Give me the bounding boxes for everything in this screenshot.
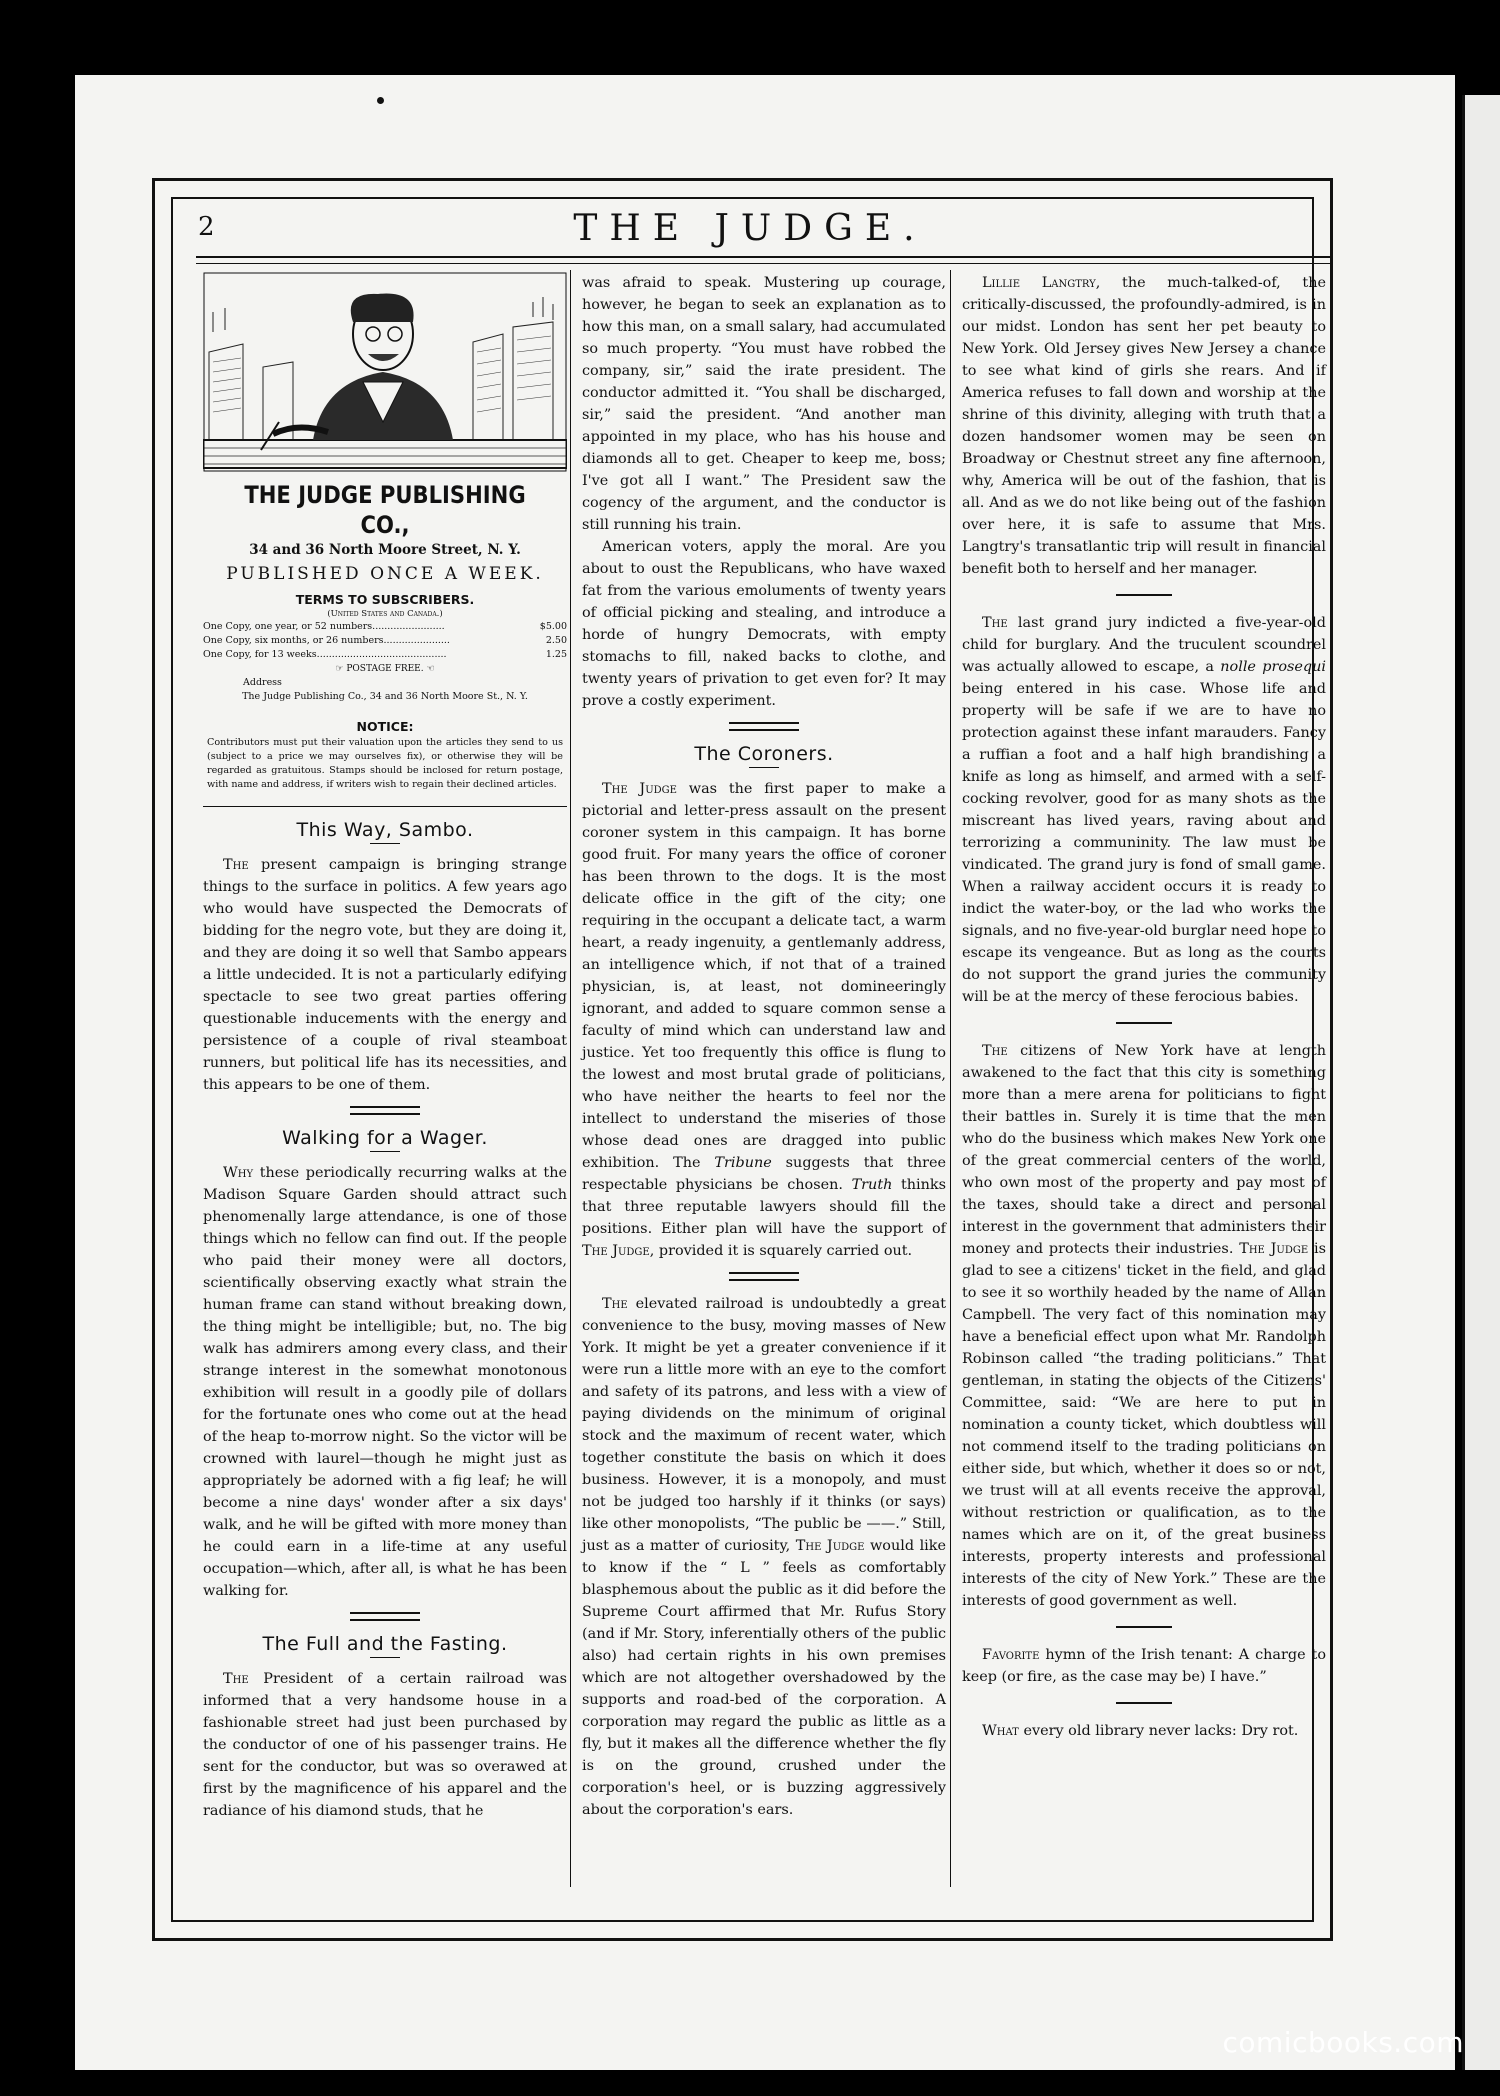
article-title: The Coroners.	[694, 743, 834, 765]
rate-row	[203, 620, 567, 634]
address-text: The Judge Publishing Co., 34 and 36 North Moore St., N. Y.	[242, 691, 528, 702]
separator-rule	[1116, 1702, 1172, 1704]
body-text: present campaign is bringing strange things to the surface in politics. A few years ago who would have suspected the Democrats of bidding for the negro vote, but they are doing it, and they are doing it so well that Sambo appears a little undecided. It is not a particularly edifying spectacle to see two great parties offering questionable inducements with the energy and persistence of a couple of rival steamboat runners, but political life has its necessities, and this appears to be one of them.	[203, 857, 567, 1093]
body-text: thinks that three reputable lawyers should fill the positions. Either plan will have the support of	[582, 1177, 947, 1237]
pointing-hand-icon: ☜	[423, 664, 435, 674]
postage-note	[203, 662, 567, 676]
address-label: Address	[243, 677, 282, 688]
lead-word: The	[223, 857, 249, 873]
body-text: elevated railroad is undoubtedly a great convenience to the busy, moving masses of New York. It might be yet a greater convenience if it were run a little more with an eye to the comfort and safety of its patrons, and less with a view of paying dividends on the minimum of original stock and the maximum of recent water, which together constitute the basis on which it does business. However, it is a monopoly, and must not be judged too harshly if it thinks (or says) like other monopolists, “The public be ——.” Still, just as a matter of curiosity,	[582, 1296, 947, 1554]
masthead-rule-thin	[196, 263, 1333, 264]
separator-rule	[1116, 594, 1172, 596]
publication-name: The Judge	[1239, 1241, 1309, 1257]
lead-word: The	[982, 615, 1008, 631]
body-text: being entered in his case. Whose life and property will be safe if we are to have no protection against these infant marauders. Fancy a ruffian a foot and a half high brandishing a knife as long as himself, and armed with a self-cocking revolver, good for as many shots as the miscreant has lived years, raving about and terrorizing a communinity. The law must be vindicated. The grand jury is fond of small game. When a railway accident occurs it is ready to indict the water-boy, or the lad who works the signals, and no five-year-old burglar need hope to escape its vengeance. But as long as the courts do not support the grand juries the community will be at the mercy of these ferocious babies.	[962, 681, 1326, 1005]
rate-description: One Copy, one year, or 52 numbers........................	[203, 621, 445, 632]
page-dot	[377, 97, 384, 104]
lead-word: The	[223, 1671, 249, 1687]
article-body	[962, 1040, 1326, 1612]
newspaper-name: Tribune	[714, 1155, 772, 1171]
lead-word: Favorite	[982, 1647, 1040, 1663]
publisher-address: 34 and 36 North Moore Street, N. Y.	[249, 542, 521, 558]
section-rule	[203, 806, 567, 807]
article-body	[962, 272, 1326, 580]
article-body	[203, 1162, 567, 1602]
double-rule	[350, 1612, 420, 1621]
article-body	[582, 1293, 946, 1821]
masthead-title: THE JUDGE.	[573, 208, 927, 249]
title-rule	[370, 1657, 400, 1658]
title-rule	[370, 1151, 400, 1152]
publication-frequency: PUBLISHED ONCE A WEEK.	[226, 564, 544, 584]
title-rule	[749, 767, 779, 768]
body-text: President of a certain railroad was informed that a very handsome house in a fashionable street had just been purchased by the conductor of one of his passenger trains. He sent for the conductor, but was so overawed at first by the magnificence of his apparel and the radiance of his diamond studs, that he	[203, 1671, 567, 1819]
title-rule	[370, 843, 400, 844]
notice-text: Contributors must put their valuation upon the articles they send to us (subject to a price we may ourselves fix), or otherwise they will be regarded as gratuitous. Stamps should be inclosed for return postage, with name and address, if writers wish to regain their declined articles.	[207, 737, 563, 790]
body-text: is glad to see a citizens' ticket in the field, and glad to see it so worthily headed by the name of Allan Campbell. The very fact of this nomination may have a beneficial effect upon what Mr. Randolph Robinson called “the trading politicians.” That gentleman, in stating the objects of the Citizens' Committee, said: “We are here to put in nomination a county ticket, which doubtless will not commend itself to the trading politicians on either side, but which, whether it does so or not, we trust will at all events receive the approval, without restriction or qualification, as to the names which are on it, of the great business interests, property interests and professional interests of the city of New York.” These are the interests of good government as well.	[962, 1241, 1326, 1609]
article-body	[962, 1644, 1326, 1688]
adjacent-page-edge	[1462, 95, 1500, 2070]
rate-description: One Copy, for 13 weeks...........................................	[203, 649, 447, 660]
body-text: citizens of New York have at length awakened to the fact that this city is something more than a mere arena for politicians to fight their battles in. Surely it is time that the men who do the business which makes New York one of the great commercial centers of the world, who own most of the property and pay most of the taxes, should take a direct and personal interest in the government that administers their money and protects their industries.	[962, 1043, 1326, 1257]
publication-name: The Judge	[582, 1243, 650, 1259]
article-body: American voters, apply the moral. Are you about to oust the Republicans, who have waxed fat from the various emoluments of twenty years of official picking and stealing, and introduce a horde of hungry Democrats, with empty stomachs to fill, naked backs to clothe, and twenty years of privation to get even for? It may prove a costly experiment.	[582, 539, 946, 709]
masthead-rule	[196, 256, 1333, 258]
body-text: would like to know if the “ L ” feels as comfortably blasphemous about the public as it did before the Supreme Court affirmed that Mr. Rufus Story (and if Mr. Story, inferentially others of the public also) had certain rights in his own premises which are not altogether overshadowed by the supports and road-bed of the corporation. A corporation may regard the public as little as a fly, but it makes all the difference whether the fly is on the ground, crushed under the corporation's heel, or is buzzing aggressively about the corporation's ears.	[582, 1538, 947, 1818]
separator-rule	[1116, 1626, 1172, 1628]
body-text: suggests that three respectable physicians be chosen.	[582, 1155, 946, 1193]
lead-word: Lillie Langtry,	[982, 275, 1101, 291]
publisher-name: THE JUDGE PUBLISHING CO.,	[244, 481, 526, 539]
article-body	[203, 1668, 567, 1822]
article-body	[203, 854, 567, 1096]
column-1	[203, 272, 567, 1822]
legal-term: nolle prosequi	[1220, 659, 1327, 675]
judge-editor-illustration	[203, 272, 567, 472]
body-text: these periodically recurring walks at the Madison Square Garden should attract such phenomenally large attendance, is one of those things which no fellow can find out. If the people who paid their money were all doctors, scientifically observing exactly what strain the human frame can stand without breaking down, the thing might be intelligible; but, no. The big walk has admirers among every class, and their strange interest in the somewhat monotonous exhibition will result in a goodly pile of dollars for the fortunate ones who come out at the head of the heap to-morrow night. So the victor will be crowned with laurel—though he might just as appropriately be adorned with a fig leaf; he will become a nine days' wonder after a six days' walk, and he will be gifted with more money than he could earn in a life-time at any useful occupation—which, after all, is what he has been walking for.	[203, 1165, 567, 1599]
double-rule	[729, 722, 799, 731]
body-text: the much-talked-of, the critically-discussed, the profoundly-admired, is in our midst. London has sent her pet beauty to New York. Old Jersey gives New Jersey a chance to see what kind of girls she rears. And if America refuses to fall down and worship at the shrine of this divinity, alleging with truth that a dozen handsomer women may be seen on Broadway or Chestnut street any fine afternoon, why, America will be out of the fashion, that is all. And as we do not like being out of the fashion over here, it is safe to assume that Mrs. Langtry's transatlantic trip will result in financial benefit both to herself and her manager.	[962, 275, 1326, 577]
lead-word: The	[982, 1043, 1008, 1059]
body-text: last grand jury indicted a five-year-old child for burglary. And the truculent scoundrel was actually allowed to escape, a	[962, 615, 1326, 675]
lead-word: What	[982, 1723, 1019, 1739]
article-title: Walking for a Wager.	[282, 1127, 488, 1149]
separator-rule	[1116, 1022, 1172, 1024]
body-text: was the first paper to make a pictorial and letter-press assault on the present coroner system in this campaign. It has borne good fruit. For many years the office of coroner has been thrown to the dogs. It is the most delicate office in the gift of the city; one requiring in the occupant a delicate tact, a warm heart, a ready ingenuity, a gentlemanly address, an intelligence which, if not that of a trained physician, is, at least, not domineeringly ignorant, and added to square common sense a faculty of mind which can understand law and justice. Yet too frequently this office is flung to the lowest and most brutal grade of politicians, who have neither the hearts to feel nor the intellect to understand the miseries of those whose dead ones are dragged into public exhibition. The	[582, 781, 946, 1171]
rate-price: 2.50	[545, 635, 567, 646]
article-body	[962, 612, 1326, 1008]
article-body	[582, 778, 946, 1262]
article-title: The Full and the Fasting.	[262, 1633, 508, 1655]
body-text: , provided it is squarely carried out.	[649, 1243, 913, 1259]
column-3	[962, 272, 1326, 1742]
newspaper-name: Truth	[851, 1177, 893, 1193]
body-text: every old library never lacks: Dry rot.	[1023, 1723, 1299, 1739]
article-body	[962, 1720, 1326, 1742]
body-text: hymn of the Irish tenant: A charge to keep (or fire, as the case may be) I have.”	[962, 1647, 1326, 1685]
column-divider	[950, 270, 951, 1887]
lead-word: The	[602, 1296, 628, 1312]
article-continuation: was afraid to speak. Mustering up courage, however, he began to seek an explanation as to how this man, on a small salary, had accumulated so much property. “You must have robbed the company, sir,” said the irate president. The conductor admitted it. “You shall be discharged, sir,” said the president. “And another man appointed in my place, who has his house and diamonds all to get. Cheaper to keep me, boss; I've got all I want.” The President saw the cogency of the argument, and the conductor is still running his train.	[582, 275, 946, 533]
notice-heading: NOTICE:	[356, 719, 414, 734]
rate-description: One Copy, six months, or 26 numbers......................	[203, 635, 450, 646]
column-2	[582, 272, 946, 1821]
lead-word: The Judge	[602, 781, 677, 797]
rate-row	[203, 634, 567, 648]
page-number: 2	[198, 212, 215, 242]
double-rule	[350, 1106, 420, 1115]
column-divider	[570, 270, 571, 1887]
pointing-hand-icon: ☞	[335, 664, 347, 674]
rate-price: $5.00	[539, 621, 567, 632]
rate-price: 1.25	[545, 649, 567, 660]
article-title: This Way, Sambo.	[296, 819, 474, 841]
double-rule	[729, 1272, 799, 1281]
postage-text: POSTAGE FREE.	[346, 664, 424, 674]
terms-heading: TERMS TO SUBSCRIBERS.	[295, 592, 475, 607]
terms-subheading: (United States and Canada.)	[327, 609, 443, 619]
rate-row	[203, 648, 567, 662]
lead-word: Why	[223, 1165, 254, 1181]
publication-name: The Judge	[795, 1538, 865, 1554]
watermark: comicbooks.com	[1222, 2026, 1464, 2059]
